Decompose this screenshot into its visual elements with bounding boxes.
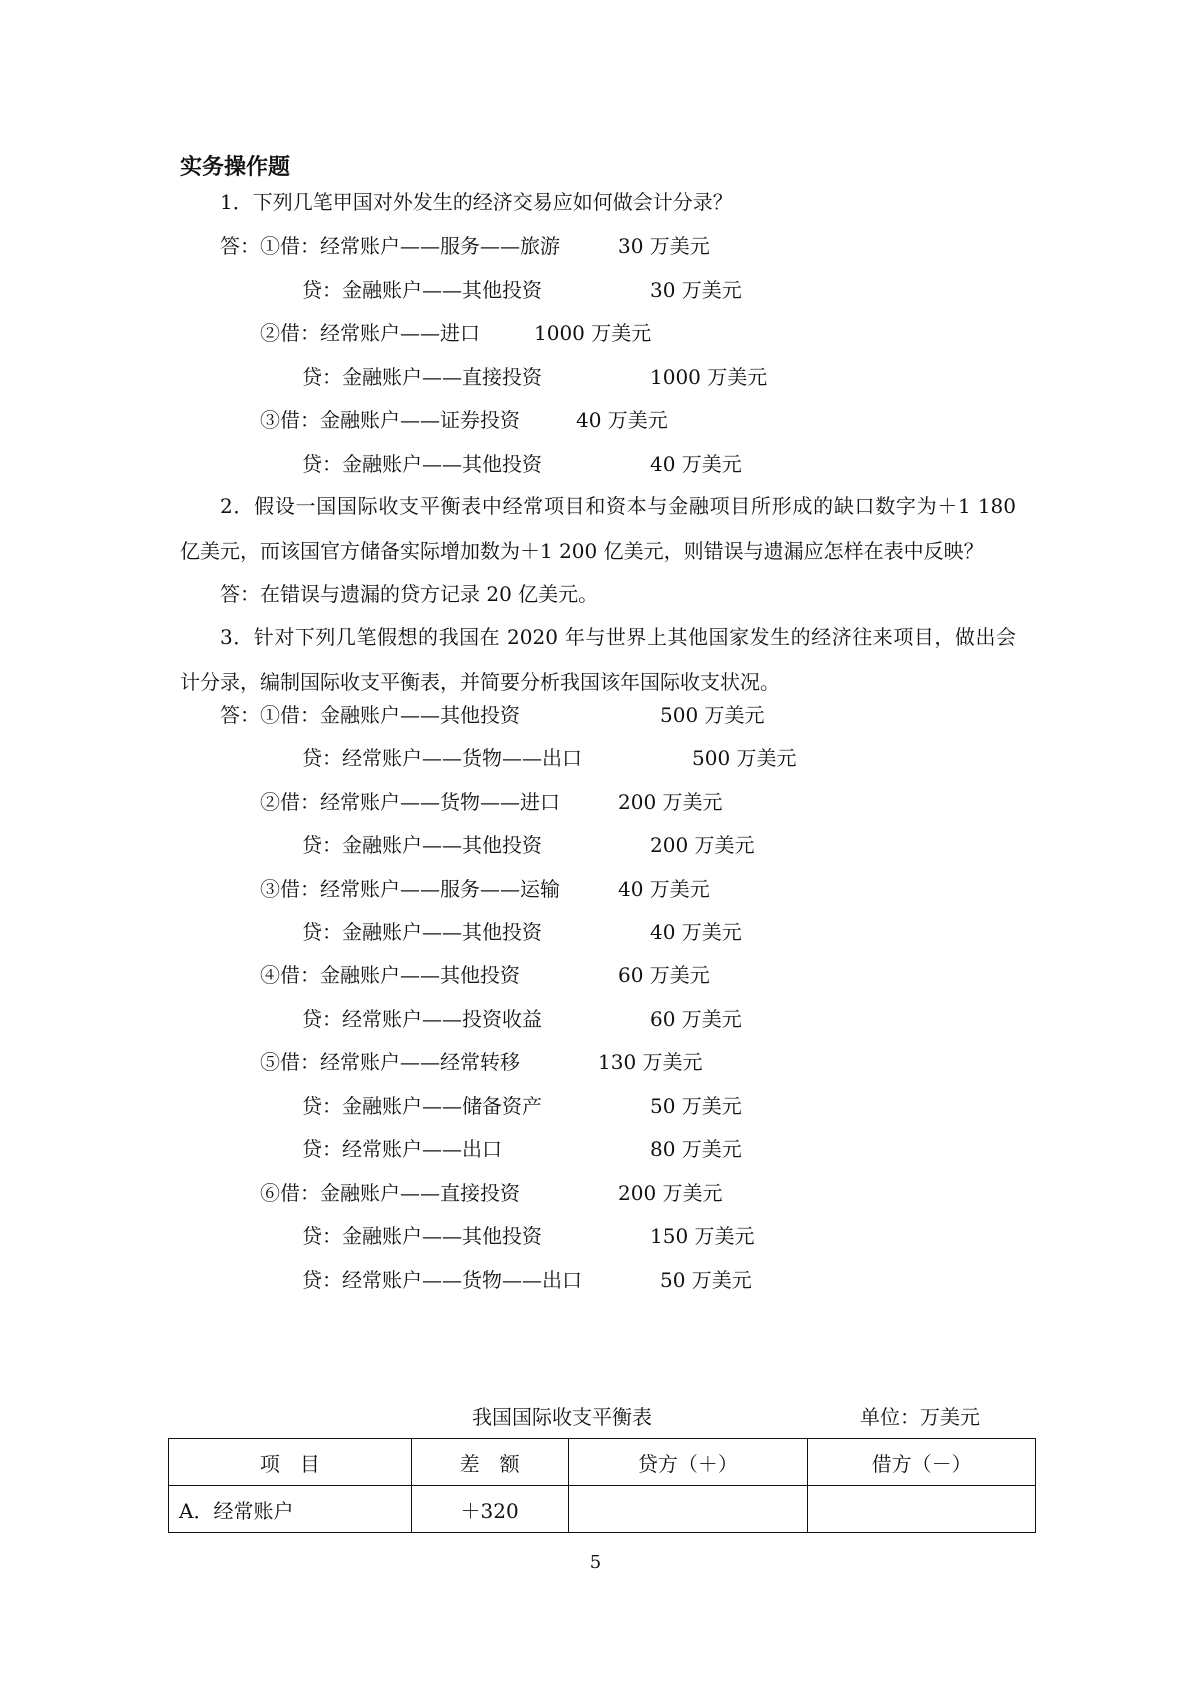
q3-entry-label: 贷：金融账户——其他投资 [302,833,542,857]
q3-entry-label: 贷：金融账户——储备资产 [302,1094,542,1118]
table-unit: 单位：万美元 [860,1405,980,1429]
q3-entry-amount: 130 万美元 [598,1050,703,1074]
q3-entry-amount: 200 万美元 [618,1181,723,1205]
balance-of-payments-table [168,1438,1036,1533]
q1-entry-amount: 40 万美元 [650,452,742,476]
table-header-cell: 项 目 [169,1439,412,1486]
q3-entry-label: ③借：经常账户——服务——运输 [260,877,560,901]
table-cell-item: A．经常账户 [169,1486,412,1533]
q3-entry-amount: 40 万美元 [650,920,742,944]
q1-entry-amount: 30 万美元 [618,234,710,258]
table-header-cell: 差 额 [411,1439,568,1486]
q1-entry-label: ①借：经常账户——服务——旅游 [260,234,560,258]
q3-entry-label: 贷：经常账户——出口 [302,1137,502,1161]
page-number: 5 [589,1552,602,1573]
q3-entry-label: 贷：金融账户——其他投资 [302,1224,542,1248]
q3-entry-label: ①借：金融账户——其他投资 [260,703,520,727]
q1-answer-prefix: 答： [220,234,260,258]
table-header-cell: 借方（－） [808,1439,1036,1486]
q1-entry-amount: 1000 万美元 [534,321,652,345]
q3-entry-label: 贷：金融账户——其他投资 [302,920,542,944]
question-2-text: 2．假设一国国际收支平衡表中经常项目和资本与金融项目所形成的缺口数字为＋1 180 亿美元，而该国官方储备实际增加数为＋1 200 亿美元，则错误与遗漏应怎样在表中反映？ [180,494,1016,563]
q1-entry-label: ②借：经常账户——进口 [260,321,480,345]
question-3-text: 3．针对下列几笔假想的我国在 2020 年与世界上其他国家发生的经济往来项目，做出会计分录，编制国际收支平衡表，并简要分析我国该年国际收支状况。 [180,625,1016,694]
q1-entry-label: 贷：金融账户——直接投资 [302,365,542,389]
q3-entry-amount: 500 万美元 [692,746,797,770]
q3-entry-amount: 50 万美元 [650,1094,742,1118]
table-cell-balance: ＋320 [411,1486,568,1533]
table-row [169,1486,1036,1533]
q1-entry-label: 贷：金融账户——其他投资 [302,278,542,302]
table-cell-credit [568,1486,808,1533]
q3-entry-amount: 200 万美元 [650,833,755,857]
q3-entry-label: ④借：金融账户——其他投资 [260,963,520,987]
q3-entry-amount: 40 万美元 [618,877,710,901]
q3-entry-label: ⑥借：金融账户——直接投资 [260,1181,520,1205]
q3-entry-amount: 50 万美元 [660,1268,752,1292]
q3-answer-prefix: 答： [220,703,260,727]
table-header-cell: 贷方（＋） [568,1439,808,1486]
q3-entry-amount: 80 万美元 [650,1137,742,1161]
q3-entry-amount: 60 万美元 [618,963,710,987]
question-1-text: 1．下列几笔甲国对外发生的经济交易应如何做会计分录？ [220,190,733,214]
q3-entry-label: ②借：经常账户——货物——进口 [260,790,560,814]
table-header-row [169,1439,1036,1486]
question-2-answer: 答：在错误与遗漏的贷方记录 20 亿美元。 [220,582,599,606]
table-cell-debit [808,1486,1036,1533]
q1-entry-label: 贷：金融账户——其他投资 [302,452,542,476]
q3-entry-amount: 60 万美元 [650,1007,742,1031]
q1-entry-amount: 1000 万美元 [650,365,768,389]
section-heading: 实务操作题 [180,155,291,180]
q3-entry-label: 贷：经常账户——货物——出口 [302,746,582,770]
q3-entry-label: ⑤借：经常账户——经常转移 [260,1050,520,1074]
q1-entry-amount: 40 万美元 [576,408,668,432]
q3-entry-label: 贷：经常账户——投资收益 [302,1007,542,1031]
table-title: 我国国际收支平衡表 [472,1405,652,1429]
q3-entry-amount: 150 万美元 [650,1224,755,1248]
q3-entry-amount: 500 万美元 [660,703,765,727]
q1-entry-label: ③借：金融账户——证券投资 [260,408,520,432]
q3-entry-label: 贷：经常账户——货物——出口 [302,1268,582,1292]
q3-entry-amount: 200 万美元 [618,790,723,814]
q1-entry-amount: 30 万美元 [650,278,742,302]
